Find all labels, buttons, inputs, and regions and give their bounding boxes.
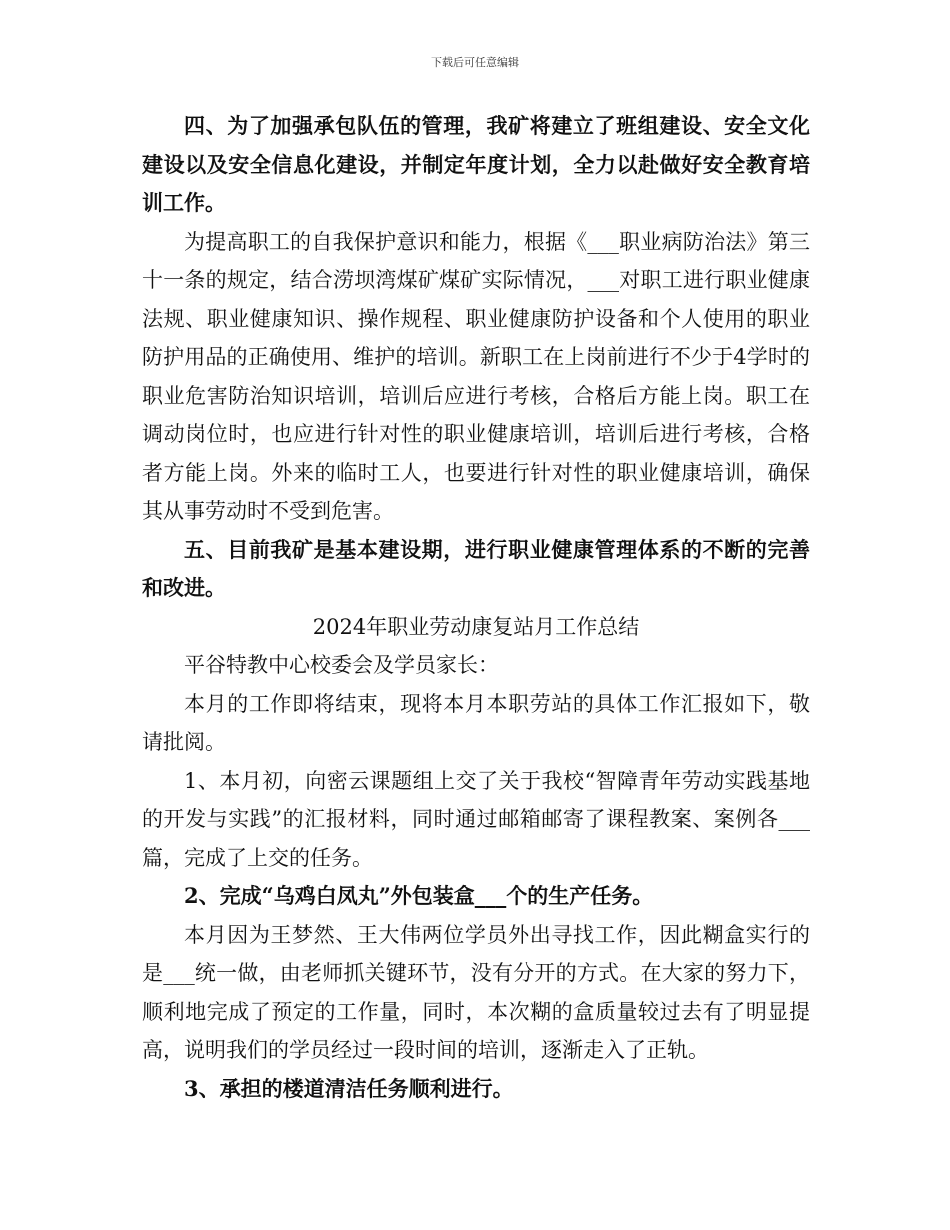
item-two-paragraph: 本月因为王梦然、王大伟两位学员外出寻找工作，因此糊盒实行的是___统一做，由老师抓关键环节，没有分开的方式。在大家的努力下，顺利地完成了预定的工作量，同时，本次糊的盒质量较过去有了明显提高，说明我们的学员经过一段时间的培训，逐渐走入了正轨。 [142, 922, 810, 1062]
section-four-paragraph: 四、为了加强承包队伍的管理，我矿将建立了班组建设、安全文化建设以及安全信息化建设，并制定年度计划，全力以赴做好安全教育培训工作。 [142, 113, 810, 215]
section-five-paragraph: 五、目前我矿是基本建设期，进行职业健康管理体系的不断的完善和改进。 [142, 536, 810, 600]
intro-paragraph: 本月的工作即将结束，现将本月本职劳站的具体工作汇报如下，敬请批阅。 [142, 691, 810, 754]
document-body [142, 107, 810, 1108]
salutation: 平谷特教中心校委会及学员家长： [184, 653, 499, 677]
item-three-heading: 3、承担的楼道清洁任务顺利进行。 [184, 1075, 514, 1101]
page-header: 下载后可任意编辑 [431, 56, 519, 69]
document-title: 2024年职业劳动康复站月工作总结 [312, 614, 640, 639]
item-two-heading: 2、完成“乌鸡白凤丸”外包装盒___个的生产任务。 [184, 883, 654, 908]
item-one-paragraph: 1、本月初，向密云课题组上交了关于我校“智障青年劳动实践基地的开发与实践”的汇报材料，同时通过邮箱邮寄了课程教案、案例各___篇，完成了上交的任务。 [142, 768, 810, 870]
training-paragraph: 为提高职工的自我保护意识和能力，根据《___职业病防治法》第三十一条的规定，结合涝坝湾煤矿煤矿实际情况，___对职工进行职业健康法规、职业健康知识、操作规程、职业健康防护设备和个人使用的职业防护用品的正确使用、维护的培训。新职工在上岗前进行不少于4学时的职业危害防治知识培训，培训后应进行考核，合格后方能上岗。职工在调动岗位时，也应进行针对性的职业健康培训，培训后进行考核，合格者方能上岗。外来的临时工人，也要进行针对性的职业健康培训，确保其从事劳动时不受到危害。 [142, 229, 810, 523]
